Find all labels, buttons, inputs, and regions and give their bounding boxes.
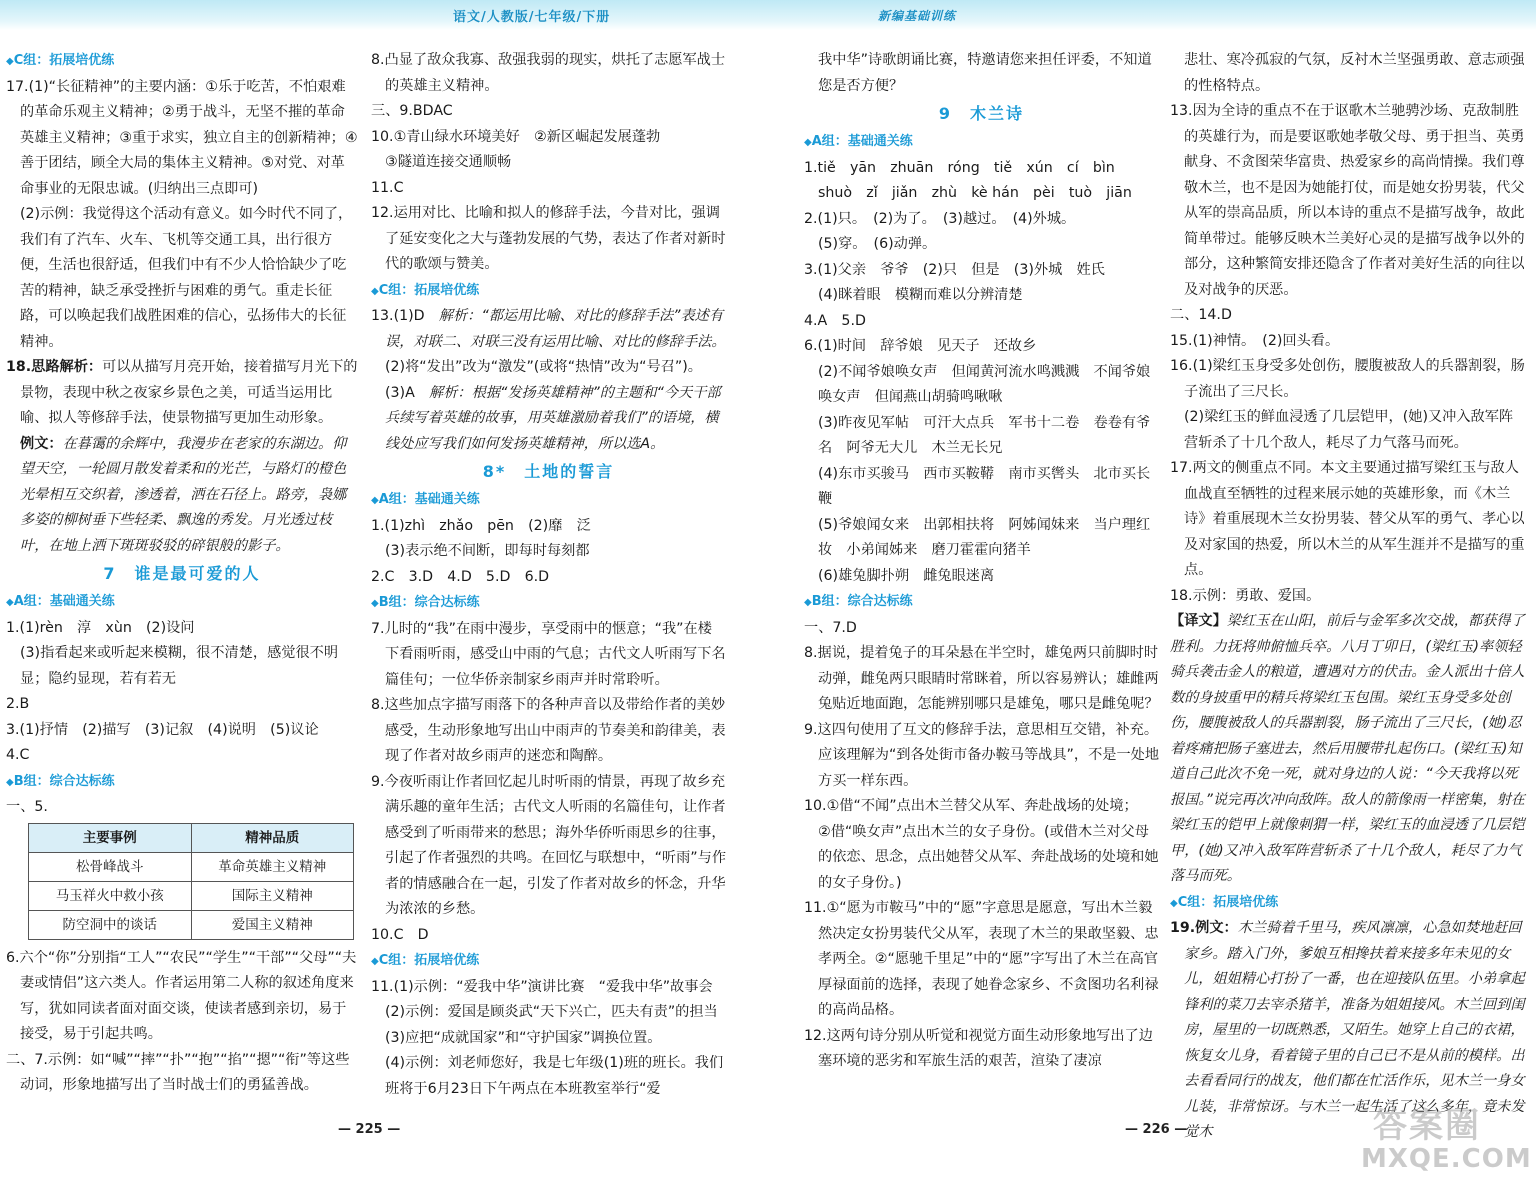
answer-17-2: (2)示例：我觉得这个活动有意义。如今时代不同了，我们有了汽车、火车、飞机等交通工具，出行很方便，生活也很舒适，但我们中有不少人恰恰缺少了吃苦的精神，缺乏承受挫折与困难的勇气。重走长征路，可以唤起我们战胜困难的信心，弘扬伟大的长征精神。: [20, 206, 353, 350]
section-heading: ◆ A组：基础通关练: [371, 487, 726, 514]
answer-6-1: 6.(1)时间 辞爷娘 见天子 还故乡: [804, 338, 1037, 354]
answer-1-1: 1.(1)rèn 淳 xùn (2)设问: [6, 619, 195, 636]
answer-7: 7.儿时的“我”在雨中漫步，享受雨中的惬意；“我”在楼下看雨听雨，感受山中雨的气息；古代文人听雨写下名篇佳句；一位华侨亲制家乡雨声并时常聆听。: [371, 620, 726, 688]
translation-text: 梁红玉在山阳，前后与金军多次交战，都获得了胜利。力抚将帅俯恤兵卒。八月丁卯日，(梁红玉)率领轻骑兵袭击金人的粮道，遭遇对方的伏击。金人派出十倍人数的身披重甲的精兵将梁红玉包围。梁红玉身受多处创伤，腰腹被敌人的兵器割裂，肠子流出了三尺长，(她)忍着疼痛把肠子塞进去，然后用腰带扎起伤口。(梁红玉)知道自己此次不免一死，就对身边的人说：“今天我将以死报国。”说完再次冲向敌阵。敌人的箭像雨一样密集，射在梁红玉的铠甲上就像刺猬一样，梁红玉的血浸透了几层铠甲，(她)又冲入敌军阵营斩杀了十几个敌人，耗尽了力气落马而死。: [1170, 613, 1525, 884]
answer-3: 3.(1)父亲 爷爷 (2)只 但是 (3)外城 姓氏: [804, 261, 1105, 278]
answer-8: 8.这些加点字描写雨落下的各种声音以及带给作者的美妙感受，生动形象地写出山中雨声的节奏美和韵律美，表现了作者对故乡雨声的迷恋和陶醉。: [371, 697, 726, 764]
answer-13-2: (2)将“发出”改为“激发”(或将“热情”改为“号召”)。: [385, 359, 702, 375]
answer-12-cont: 悲壮、寒冷孤寂的气氛，反衬木兰坚强勇敢、意志顽强的性格特点。: [1184, 52, 1525, 94]
answer-8: 8.凸显了敌众我寡、敌强我弱的现实，烘托了志愿军战士的英雄主义精神。: [371, 52, 726, 94]
answer-11: 11.C: [371, 179, 404, 196]
answer-1-3: (3)表示绝不间断，即每时每刻都: [385, 543, 590, 559]
table-header: 精神品质: [191, 823, 354, 852]
table-row: [29, 852, 354, 881]
answer-7: 一、7.D: [804, 619, 857, 636]
answer-17-1: 17.(1)“长征精神”的主要内涵：①乐于吃苦，不怕艰难的革命乐观主义精神；②勇于战斗，无坚不摧的革命英雄主义精神；③重于求实，独立自主的创新精神；④善于团结，顾全大局的集体主义精神。⑤对党、对革命事业的无限忠诚。(归纳出三点即可): [6, 78, 358, 197]
answer-8: 8.据说，提着兔子的耳朵悬在半空时，雄兔两只前脚时时动弹，雌兔两只眼睛时常眯着，所以容易辨认；雄雌两兔贴近地面跑，怎能辨别哪只是雄兔，哪只是雌兔呢？: [804, 645, 1159, 712]
answer-13-3: [371, 381, 726, 458]
table-cell: 爱国主义精神: [191, 910, 354, 939]
answer-19-text: 木兰骑着千里马，疾风凛凛，心急如焚地赶回家乡。踏入门外，爹娘互相搀扶着来接多年未见的女儿，姐姐精心打扮了一番，也在迎接队伍里。小弟拿起锋利的菜刀去宰杀猪羊，准备为姐姐接风。木兰回到闺房，屋里的一切既熟悉，又陌生。她穿上自己的衣裙，恢复女儿身，看着镜子里的自己已不是从前的模样。出去看看同行的战友，他们都在忙活作乐，见木兰一身女儿装，非常惊讶。与木兰一起生活了这么多年，竟未发觉木: [1184, 920, 1525, 1140]
section-heading: ◆ B组：综合达标练: [804, 589, 1159, 616]
answer-2-6: 2.C 3.D 4.D 5.D 6.D: [371, 568, 550, 585]
answer-6-3: (3)昨夜见军帖 可汗大点兵 军书十二卷 卷卷有爷名 阿爷无大儿 木兰无长兄: [818, 414, 1151, 456]
watermark-en: MXQE.COM: [1361, 1144, 1532, 1174]
watermark-cn: 答案圈: [1373, 1106, 1481, 1146]
answer-18-label: 18.思路解析：: [6, 359, 103, 375]
answer-7: 二、7.示例：如“喊”“摔”“扑”“抱”“掐”“摁”“衔”等这些动词，形象地描写出了当时战士们的勇猛善战。: [6, 1051, 350, 1093]
table-cell: 革命英雄主义精神: [191, 852, 354, 881]
answer-9: 9.这四句使用了互文的修辞手法，意思相互交错，补充。应该理解为“到各处街市备办鞍马等战具”，不是一处地方买一样东西。: [804, 721, 1160, 789]
section-heading: ◆ C组：拓展培优练: [6, 48, 358, 75]
answer-13-1-choice: 13.(1)D: [371, 308, 439, 324]
answer-5: 一、5.: [6, 799, 48, 815]
answer-18-text: 可以从描写月亮开始，接着描写月光下的景物，表现中秋之夜家乡景色之美，可适当运用比喻、拟人等修辞手法，使景物描写更加生动形象。: [20, 359, 358, 426]
answer-13-1: [371, 304, 726, 355]
table-cell: 国际主义精神: [191, 881, 354, 910]
page-number-left: — 225 —: [338, 1122, 401, 1137]
answer-3: 3.(1)抒情 (2)描写 (3)记叙 (4)说明 (5)议论: [6, 721, 319, 738]
section-heading: ◆ A组：基础通关练: [6, 589, 358, 616]
section-heading: ◆ B组：综合达标练: [6, 769, 358, 796]
section-heading: ◆ C组：拓展培优练: [1170, 890, 1526, 917]
table-header: 主要事例: [29, 823, 192, 852]
answer-11-4-cont: 我中华”诗歌朗诵比赛，特邀请您来担任评委，不知道您是否方便？: [818, 52, 1152, 94]
answer-6-5: (5)爷娘闻女来 出郭相扶将 阿姊闻妹来 当户理红妆 小弟闻姊来 磨刀霍霍向猪羊: [818, 516, 1151, 558]
answer-3-cont: (4)眯着眼 模糊而难以分辨清楚: [818, 287, 1023, 303]
column-2: [371, 48, 726, 1102]
example-text: 在暮霭的余辉中，我漫步在老家的东湖边。仰望天空，一轮圆月散发着柔和的光芒，与路灯的橙色光晕相互交织着，渗透着，洒在石径上。路旁，袅娜多姿的柳树垂下些轻柔、飘逸的秀发。月光透过枝叶，在地上洒下斑斑驳驳的碎银般的影子。: [20, 435, 347, 554]
answer-4-5: 4.A 5.D: [804, 312, 866, 329]
translation-label: 【译文】: [1170, 613, 1227, 629]
example-label: 例文：: [20, 435, 63, 452]
answer-9: 三、9.BDAC: [371, 103, 453, 119]
answer-14: 二、14.D: [1170, 307, 1232, 323]
answer-18-example: [6, 432, 358, 560]
answer-18: [6, 355, 358, 432]
answer-13: 13.因为全诗的重点不在于讴歌木兰驰骋沙场、克敌制胜的英雄行为，而是要讴歌她孝敬父母、勇于担当、英勇献身、不贪图荣华富贵、热爱家乡的高尚情操。我们尊敬木兰，也不是因为她能打仗，而是她女扮男装，代父从军的崇高品质，所以本诗的重点不是描写战争，故此简单带过。能够反映木兰美好心灵的是描写战争以外的部分，这种繁简安排还隐含了作者对美好生活的向往以及对战争的厌恶。: [1170, 103, 1525, 298]
answer-13-3-analysis: 解析：根据“发扬英雄精神”的主题和“今天干部兵续写着英雄的故事，用英雄激励着我们”的语境，横线处应写我们如何发扬英雄精神，所以选A。: [385, 384, 721, 452]
example-spirit-table: [28, 823, 354, 940]
table-header-row: [29, 823, 354, 852]
answer-6-6: (6)雄兔脚扑朔 雌兔眼迷离: [818, 567, 995, 584]
answer-15: 15.(1)神情。 (2)回头看。: [1170, 332, 1340, 349]
table-cell: 防空洞中的谈话: [29, 910, 192, 939]
answer-1-3: (3)指看起来或听起来模糊，很不清楚，感觉很不明显；隐约显现，若有若无: [20, 645, 339, 687]
section-heading: ◆ C组：拓展培优练: [371, 948, 726, 975]
answer-19-label: 19.例文：: [1170, 920, 1238, 936]
answer-11-3: (3)应把“成就国家”和“守护国家”调换位置。: [385, 1029, 662, 1046]
answer-1-1: 1.(1)zhì zhǎo pēn (2)靡 泛: [371, 517, 591, 534]
answer-11: 11.①“愿为市鞍马”中的“愿”字意思是愿意，写出木兰毅然决定女扮男装代父从军，表现了木兰的果敢坚毅、忠孝两全。②“愿驰千里足”中的“愿”字写出了木兰在高官厚禄面前的选择，表现了她眷念家乡、不贪图功名利禄的高尚品格。: [804, 900, 1159, 1018]
table-row: [29, 910, 354, 939]
answer-11-2: (2)示例：爱国是顾炎武“天下兴亡，匹夫有责”的担当: [385, 1004, 718, 1020]
answer-11-4: (4)示例：刘老师您好，我是七年级(1)班的班长。我们班将于6月23日下午两点在本班教室举行“爱: [385, 1055, 724, 1097]
answer-10: 10.①借“不闻”点出木兰替父从军、奔赴战场的处境；: [804, 798, 1138, 814]
answer-18: 18.示例：勇敢、爱国。: [1170, 587, 1321, 604]
table-cell: 松骨峰战斗: [29, 852, 192, 881]
answer-2: 2.B: [6, 696, 30, 712]
answer-10-3: ③隧道连接交通顺畅: [385, 154, 512, 170]
series-title: 新编基础训练: [878, 9, 957, 23]
answer-4: 4.C: [6, 747, 30, 763]
answer-17: 17.两文的侧重点不同。本文主要通过描写梁红玉与敌人血战直至牺牲的过程来展示她的英雄形象，而《木兰诗》着重展现木兰女扮男装、替父从军的勇气、孝心以及对家国的热爱，所以木兰的从军生涯并不是描写的重点。: [1170, 460, 1525, 578]
lesson-title-9: 9 木兰诗: [938, 104, 1025, 123]
answer-13-1-analysis: 解析：“都运用比喻、对比的修辞手法”表述有误，对联二、对联三没有运用比喻、对比的修辞手法。: [385, 308, 726, 350]
answer-13-3-choice: (3)A: [385, 384, 429, 401]
answer-10: 10.①青山绿水环境美好 ②新区崛起发展蓬勃: [371, 128, 661, 145]
answer-6-2: (2)不闻爷娘唤女声 但闻黄河流水鸣溅溅 不闻爷娘唤女声 但闻燕山胡骑鸣啾啾: [818, 363, 1151, 405]
answer-16-2: (2)梁红玉的鲜血浸透了几层铠甲，(她)又冲入敌军阵营斩杀了十几个敌人，耗尽了力气落马而死。: [1184, 409, 1514, 451]
page-number-right: — 226 —: [1125, 1122, 1188, 1137]
answer-16-1: 16.(1)梁红玉身受多处创伤，腰腹被敌人的兵器割裂，肠子流出了三尺长。: [1170, 358, 1525, 400]
header-band: [0, 0, 1536, 30]
answer-6: 6.六个“你”分别指“工人”“农民”“学生”“干部”“父母”“夫妻或情侣”这六类人。作者运用第二人称的叙述角度来写，犹如同读者面对面交谈，使读者感到亲切，易于接受，易于引起共鸣。: [6, 949, 357, 1042]
answer-12: 12.这两句诗分别从听觉和视觉方面生动形象地写出了边塞环境的恶劣和军旅生活的艰苦，渲染了凄凉: [804, 1027, 1153, 1069]
answer-6-4: (4)东市买骏马 西市买鞍鞯 南市买辔头 北市买长鞭: [818, 465, 1151, 507]
lesson-title-7: 7 谁是最可爱的人: [103, 564, 261, 583]
answer-10-cont: ②借“唤女声”点出木兰的女子身份。(或借木兰对父母的依恋、思念，点出她替父从军、奔赴战场的处境和她的女子身份。): [818, 823, 1159, 891]
answer-11-1: 11.(1)示例：“爱我中华”演讲比赛 “爱我中华”故事会: [371, 978, 713, 995]
column-3: [804, 48, 1159, 1075]
column-1: [6, 48, 358, 1099]
section-heading: ◆ C组：拓展培优练: [371, 278, 726, 305]
answer-2: 2.(1)只。 (2)为了。 (3)越过。 (4)外城。: [804, 210, 1076, 227]
section-heading: ◆ A组：基础通关练: [804, 129, 1159, 156]
answer-10: 10.C D: [371, 926, 429, 943]
watermark-logo: [1355, 1098, 1536, 1179]
table-cell: 马玉祥火中救小孩: [29, 881, 192, 910]
table-row: [29, 881, 354, 910]
answer-1: 1.tiě yān zhuān róng tiě xún cí bìn: [804, 159, 1115, 176]
answer-9: 9.今夜听雨让作者回忆起儿时听雨的情景，再现了故乡充满乐趣的童年生活；古代文人听雨的名篇佳句，让作者感受到了听雨带来的愁思；海外华侨听雨思乡的往事，引起了作者强烈的共鸣。在回忆与联想中，“听雨”与作者的情感融合在一起，引发了作者对故乡的怀念，升华为浓浓的乡愁。: [371, 773, 727, 917]
book-title: 语文/人教版/七年级/下册: [453, 10, 611, 25]
answer-12: 12.运用对比、比喻和拟人的修辞手法，今昔对比，强调了延安变化之大与蓬勃发展的气势，表达了作者对新时代的歌颂与赞美。: [371, 205, 726, 272]
answer-1-cont: shuò zǐ jiǎn zhù kè hán pèi tuò jiān: [818, 185, 1132, 201]
column-4: [1170, 48, 1526, 1146]
lesson-title-8: 8* 土地的誓言: [482, 462, 615, 481]
translation: [1170, 609, 1526, 890]
answer-2-cont: (5)穿。 (6)动弹。: [818, 236, 937, 252]
section-heading: ◆ B组：综合达标练: [371, 590, 726, 617]
